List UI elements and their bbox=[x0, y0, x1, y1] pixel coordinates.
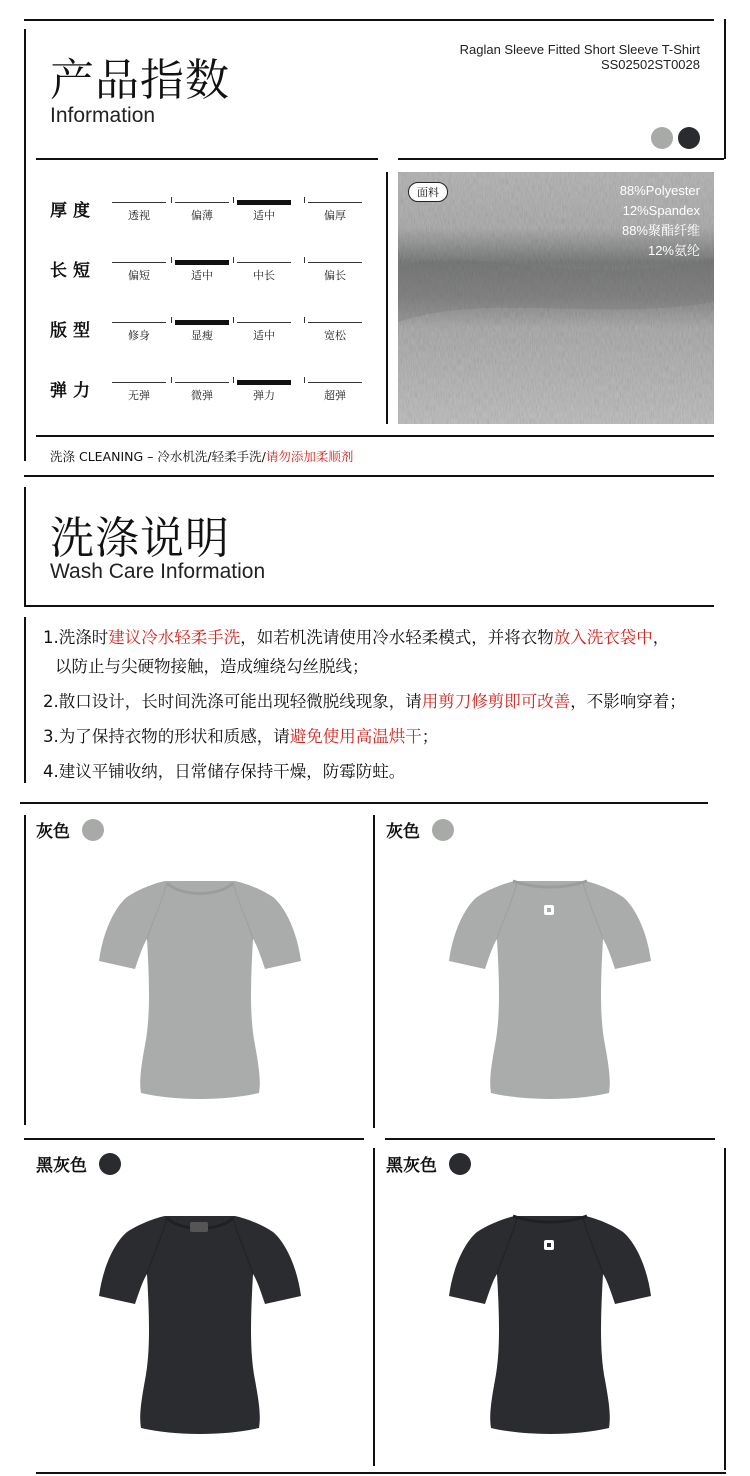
index-option bbox=[237, 262, 291, 284]
wash-item bbox=[43, 761, 405, 783]
tshirt-front-image bbox=[95, 1210, 305, 1444]
index-row-label: 厚度 bbox=[50, 201, 96, 221]
color-dot bbox=[82, 819, 104, 841]
index-option-bar bbox=[175, 202, 229, 203]
index-row-label: 长短 bbox=[50, 261, 96, 281]
index-option-label: 显瘦 bbox=[191, 329, 213, 342]
right-border-top bbox=[724, 19, 726, 159]
index-tick bbox=[233, 377, 234, 383]
colors-row-divider-left bbox=[24, 1138, 364, 1140]
wash-list-border bbox=[24, 617, 26, 783]
color-label bbox=[36, 817, 104, 842]
index-option-bar bbox=[308, 322, 362, 323]
index-option-selected bbox=[175, 262, 229, 284]
index-option-bar bbox=[308, 202, 362, 203]
tshirt-back-image bbox=[445, 1210, 655, 1444]
index-option-bar bbox=[112, 262, 166, 263]
cleaning-divider-top bbox=[36, 435, 714, 437]
index-tick bbox=[171, 197, 172, 203]
wash-item bbox=[43, 691, 686, 713]
neck-label-icon bbox=[190, 1222, 208, 1232]
index-option-label: 偏长 bbox=[324, 269, 346, 282]
index-option-bar bbox=[112, 322, 166, 323]
index-option-label: 中长 bbox=[253, 269, 275, 282]
index-option bbox=[308, 322, 362, 344]
tshirt-front-image bbox=[95, 875, 305, 1109]
cleaning-instructions: 洗涤 CLEANING – 冷水机洗/轻柔手洗/请勿添加柔顺剂 bbox=[50, 449, 354, 464]
index-option-bar bbox=[237, 380, 291, 385]
colors-left-border bbox=[24, 815, 26, 1125]
fabric-composition: 88%Polyester 12%Spandex 88%聚酯纤维 12%氨纶 bbox=[619, 183, 700, 258]
color-dot bbox=[99, 1153, 121, 1175]
index-option-label: 适中 bbox=[253, 329, 275, 342]
index-option bbox=[112, 262, 166, 284]
page-bottom-border bbox=[36, 1472, 726, 1474]
index-tick bbox=[233, 317, 234, 323]
index-option-bar bbox=[237, 200, 291, 205]
index-option-bar bbox=[112, 382, 166, 383]
wash-highlight: 放入洗衣袋中 bbox=[553, 628, 653, 647]
index-option-label: 偏薄 bbox=[191, 209, 213, 222]
page-title: 产品指数 bbox=[50, 55, 230, 106]
index-option bbox=[237, 322, 291, 344]
left-border-top bbox=[24, 29, 26, 461]
index-option-label: 超弹 bbox=[324, 389, 346, 402]
index-option-label: 微弹 bbox=[191, 389, 213, 402]
index-divider bbox=[386, 172, 388, 424]
color-name: 灰色 bbox=[386, 822, 420, 842]
index-option bbox=[308, 202, 362, 224]
wash-text: 3.为了保持衣物的形状和质感，请 bbox=[43, 727, 290, 746]
index-tick bbox=[233, 197, 234, 203]
color-name: 黑灰色 bbox=[386, 1156, 437, 1176]
product-sku: SS02502ST0028 bbox=[600, 57, 700, 72]
wash-subtitle: Wash Care Information bbox=[50, 560, 266, 583]
index-row-label: 版型 bbox=[50, 321, 96, 341]
color-label bbox=[36, 1151, 121, 1176]
header-divider-left bbox=[36, 158, 378, 160]
index-tick bbox=[304, 257, 305, 263]
page-subtitle: Information bbox=[50, 104, 156, 127]
product-name: Raglan Sleeve Fitted Short Sleeve T-Shirt SS02502ST0028 bbox=[340, 42, 700, 72]
index-option-label: 无弹 bbox=[128, 389, 150, 402]
wash-bottom-divider bbox=[20, 802, 708, 804]
wash-text: 2.散口设计，长时间洗涤可能出现轻微脱线现象，请 bbox=[43, 692, 422, 711]
tshirt-back-image bbox=[445, 875, 655, 1109]
color-swatch-gray bbox=[651, 127, 673, 149]
wash-text: 以防止与尖硬物接触，造成缠绕勾丝脱线； bbox=[55, 657, 369, 676]
index-option-selected bbox=[237, 382, 291, 404]
wash-divider bbox=[24, 605, 714, 607]
index-tick bbox=[171, 257, 172, 263]
wash-item bbox=[43, 627, 669, 649]
index-option-bar bbox=[112, 202, 166, 203]
color-swatch-dark bbox=[678, 127, 700, 149]
index-option-label: 适中 bbox=[191, 269, 213, 282]
index-tick bbox=[304, 197, 305, 203]
wash-text: ； bbox=[421, 727, 439, 746]
index-option bbox=[112, 382, 166, 404]
index-option-label: 宽松 bbox=[324, 329, 346, 342]
top-border bbox=[24, 19, 714, 21]
wash-item bbox=[43, 726, 438, 748]
colors-mid-border-bottom bbox=[373, 1148, 375, 1466]
index-option bbox=[112, 202, 166, 224]
index-option-label: 弹力 bbox=[253, 389, 275, 402]
wash-title: 洗涤说明 bbox=[50, 513, 230, 564]
fabric-badge: 面料 bbox=[408, 182, 448, 202]
index-tick bbox=[304, 317, 305, 323]
index-option-label: 透视 bbox=[128, 209, 150, 222]
colors-right-border bbox=[724, 1148, 726, 1470]
index-option-bar bbox=[237, 322, 291, 323]
index-option-bar bbox=[175, 320, 229, 325]
header-divider-right bbox=[398, 158, 724, 160]
index-option-selected bbox=[237, 202, 291, 224]
index-option-selected bbox=[175, 322, 229, 344]
index-tick bbox=[171, 317, 172, 323]
color-dot bbox=[449, 1153, 471, 1175]
cleaning-warning: 请勿添加柔顺剂 bbox=[265, 449, 354, 464]
index-option-label: 偏厚 bbox=[324, 209, 346, 222]
wash-text: 1.洗涤时 bbox=[43, 628, 109, 647]
index-tick bbox=[304, 377, 305, 383]
cleaning-divider-bottom bbox=[24, 475, 714, 477]
index-option bbox=[175, 382, 229, 404]
wash-text: 4.建议平铺收纳，日常储存保持干燥，防霉防蛀。 bbox=[43, 762, 406, 781]
wash-text: ，不影响穿着； bbox=[570, 692, 686, 711]
index-tick bbox=[171, 377, 172, 383]
wash-highlight: 避免使用高温烘干 bbox=[289, 727, 422, 746]
color-label bbox=[386, 1151, 471, 1176]
wash-highlight: 建议冷水轻柔手洗 bbox=[108, 628, 241, 647]
colors-mid-border-top bbox=[373, 815, 375, 1128]
index-tick bbox=[233, 257, 234, 263]
colors-row-divider-right bbox=[385, 1138, 715, 1140]
index-option-label: 适中 bbox=[253, 209, 275, 222]
wash-item bbox=[55, 656, 369, 678]
color-label bbox=[386, 817, 454, 842]
index-option bbox=[308, 262, 362, 284]
index-option-bar bbox=[175, 260, 229, 265]
index-option bbox=[175, 202, 229, 224]
wash-text: ，如若机洗请使用冷水轻柔模式，并将衣物 bbox=[240, 628, 554, 647]
color-name: 黑灰色 bbox=[36, 1156, 87, 1176]
index-option-bar bbox=[308, 382, 362, 383]
index-option bbox=[112, 322, 166, 344]
index-option bbox=[308, 382, 362, 404]
wash-text: ， bbox=[652, 628, 670, 647]
index-option-bar bbox=[175, 382, 229, 383]
color-name: 灰色 bbox=[36, 822, 70, 842]
index-option-label: 修身 bbox=[128, 329, 150, 342]
wash-left-border bbox=[24, 487, 26, 605]
index-option-bar bbox=[237, 262, 291, 263]
index-option-label: 偏短 bbox=[128, 269, 150, 282]
color-dot bbox=[432, 819, 454, 841]
index-option-bar bbox=[308, 262, 362, 263]
index-row-label: 弹力 bbox=[50, 381, 96, 401]
wash-highlight: 用剪刀修剪即可改善 bbox=[421, 692, 571, 711]
